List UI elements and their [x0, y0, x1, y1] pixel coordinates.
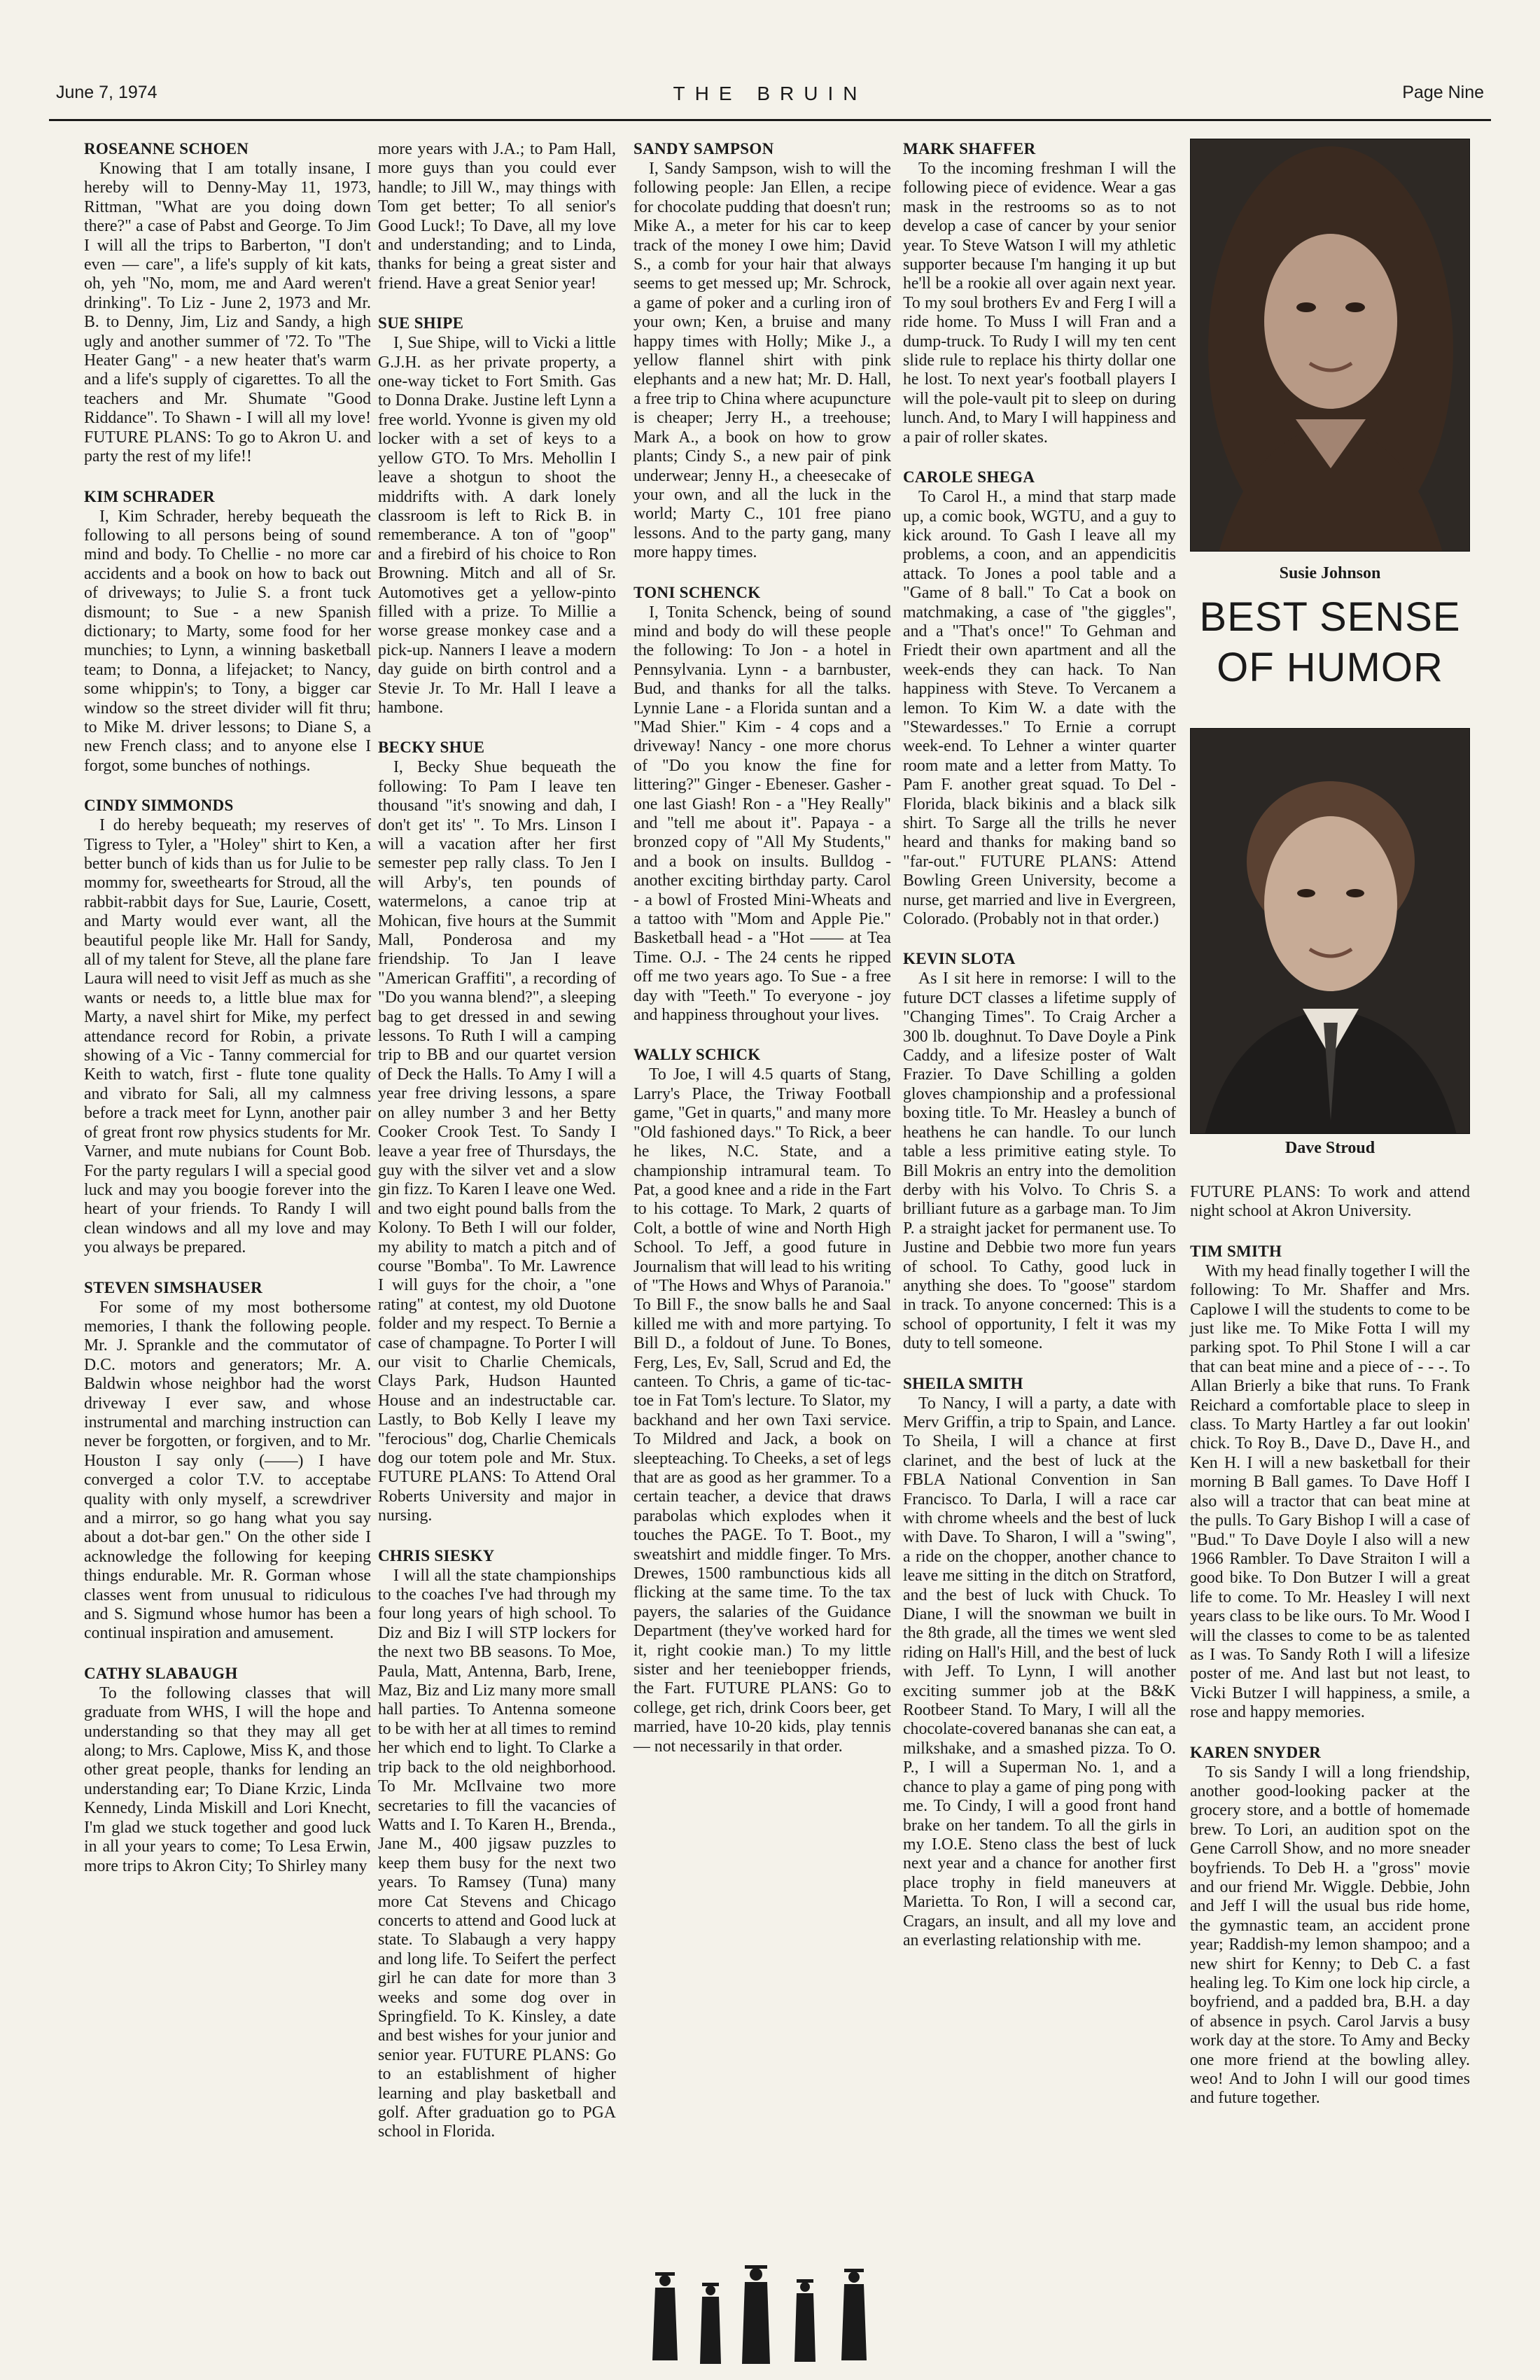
will-text: To Carol H., a mind that starp made up, a comic book, WGTU, and a guy to kick around. To Gash I leave all my problems, a coon, and an appendicitis attack. To Jones a pool table and a "Game of 8 ball." To Cat a book on matchmaking, a case of "the giggles", and a "That's once!" To Gehman and Friedt their own apartment and all the week-ends they can hack. To Nan happiness with Steve. To Vercanem a lemon. To Kim W. a date with the "Stewardesses." To Ernie a corrupt week-end. To Lehner a winter quarter room mate and a letter from Matty. To Pam F. another great squad. To Del - Florida, black bikinis and a black silk shirt. To Sarge all the trills he never heard and thanks for making band so "far-out." FUTURE PLANS: Attend Bowling Green University, become a nurse, get married and live in Evergreen, Colorado. (Probably not in that order.) [903, 488, 1176, 929]
graduates-illustration [644, 2262, 882, 2367]
will-text: Knowing that I am totally insane, I hereby will to Denny-May 11, 1973, Rittman, "What are you doing down there?" a case of Pabst and George. To Jim I will all the trips to Barberton, "I don't even — care", a life's supply of kit kats, oh, yeh "No, mom, me and Aard weren't drinking". To Liz - June 2, 1973 and Mr. B. to Denny, Jim, Liz and Sandy, a high ugly and another summer of '72. To "The Heater Gang" - a new heater that's warm and a life's supply of cigarettes. To all the teachers and Mr. Shumate "Good Riddance". To Shawn - I will all my love! FUTURE PLANS: To go to Akron U. and party the rest of my life!! [84, 160, 371, 466]
student-name: KEVIN SLOTA [903, 950, 1016, 968]
student-name: SANDY SAMPSON [634, 140, 774, 158]
will-text: To sis Sandy I will a long friendship, another good-looking packer at the grocery store, and a bottle of homemade brew. To Lori, an audition spot on the Gene Carroll Show, and no more sneader boyfriends. To Deb H. a "gross" movie and our friend Mr. Wiggle. Debbie, John and Jeff I will the usual bus ride home, the gymnastic team, an accident prone year; Raddish-my lemon shampoo; and a new shirt for Kenny; to Deb C. a fast healing leg. To Kim one lock hip circle, a boyfriend, and a padded bra, B.H. a day of absence in psych. Carol Jarvis a busy work day at the store. To Amy and Becky one more friend at the bowling alley. weo! And to John I will our good times and future together. [1190, 1763, 1470, 2108]
student-name: TONI SCHENCK [634, 583, 761, 601]
will-entry-tim-smith [1190, 1242, 1470, 1723]
student-name: TIM SMITH [1190, 1242, 1282, 1260]
will-entry-chris-siesky [378, 1547, 616, 2142]
will-entry-continued [1190, 1183, 1470, 1222]
page-number: Page Nine [1402, 83, 1484, 102]
will-entry-kim-schrader [84, 488, 371, 776]
will-text: To Joe, I will 4.5 quarts of Stang, Larry's Place, the Triway Football game, "Get in quarts," and many more "Old fashioned days." To Rick, a beer he likes, N.C. State, and a championship intramural team. To Pat, a good knee and a ride in the Fart to his cottage. To Mark, 2 quarts of Colt, a bottle of wine and North High School. To Jeff, a good future in Journalism that will lead to his writing of "The Hows and Whys of Paranoia." To Bill F., the snow balls he and Saal killed me with and more partying. To Bill D., a foldout of June. To Bones, Ferg, Les, Ev, Sall, Scrud and Ed, the canteen. To Chris, a game of tic-tac-toe in Fat Tom's lecture. To Slator, my backhand and her own Taxi service. To Mildred and Jack, a book on sleepteaching. To Cheeks, a set of legs that are as good as her grammer. To a certain teacher, a device that draws parabolas which explodes when it touches the PAGE. To T. Boot., my sweatshirt and middle finger. To Mrs. Drewes, 1500 rambunctious kids all flicking at the same time. To the tax payers, the salaries of the Guidance Department (they've worked hard for it, right cookie man.) To my little sister and her teeniebopper friends, the Fart. FUTURE PLANS: Go to college, get rich, drink Coors beer, get married, have 10-20 kids, play tennis — not necessarily in that order. [634, 1065, 891, 1756]
will-text: With my head finally together I will the following: To Mr. Shaffer and Mrs. Caplowe I will the students to come to be just like me. To Mike Fotta I will my parking spot. To Phil Stone I will a car that can beat mine and a piece of - - -. To Allan Brierly a bike that runs. To Frank Reichard a comfortable place to sleep in class. To Marty Hartley a far out lookin' chick. To Roy B., Dave D., Dave H., and Ken H. I will a new basketball for their morning B Ball games. To Dave Hoff I also will a tractor that can beat mine at the pulls. To Gary Bishop I will a case of "Bud." To Dave Doyle I also will a new 1966 Rambler. To Dave Straiton I will a good bike. To Don Butzer I will a great life to come. To Mr. Heasley I will next years class to be like ours. To Mr. Wood I will the classes to come to be as talented as I was. To Sandy Roth I will a lifesize poster of me. And last but not least, to Vicki Butzer I will happiness, a smile, a rose and happy memories. [1190, 1261, 1470, 1722]
will-entry-cindy-simmonds [84, 797, 371, 1257]
will-text: I do hereby bequeath; my reserves of Tigress to Tyler, a "Holey" shirt to Ken, a better bunch of kids than us for Julie to be mommy for, sweethearts for Stroud, all the rabbit-rabbit days for Sue, Laurie, Cosett, and Marty would ever want, all the beautiful people like Mr. Hall for Sandy, all of my talent for Steve, all the plane fare Laura will need to visit Jeff as much as she wants or needs to, a little blue max for Marty, a navel shirt for Mike, my perfect attendance record for Robin, a private showing of a Vic - Tanny commercial for Keith to watch, first - flute tone quality and vibrato for Sali, all my calmness before a track meet for Lynn, another pair of great front row physics students for Mr. Varner, and mute nubians for Count Bob. For the party regulars I will a special good luck and may you boogie forever into the heart of your friends. To Randy I will clean windows and all my love and may you always be prepared. [84, 816, 371, 1257]
column-3 [634, 140, 891, 1777]
student-name: SUE SHIPE [378, 314, 464, 332]
will-text: more years with J.A.; to Pam Hall, more guys than you could ever handle; to Jill W., may things with Tom get better; To all senior's Good Luck!; To Dave, all my love and understanding; and to Linda, thanks for being a great sister and friend. Have a great Senior year! [378, 140, 616, 293]
student-name: BECKY SHUE [378, 738, 485, 757]
will-text: To the following classes that will graduate from WHS, I will the hope and understanding so that they may all get along; to Mrs. Caplowe, Miss K, and those other great people, thanks for lending an understanding ear; To Diane Krzic, Linda Kennedy, Linda Miskill and Lori Knecht, I'm glad we stuck together and good luck in all your years to come; To Lesa Erwin, more trips to Akron City; To Shirley many [84, 1684, 371, 1875]
student-name: STEVEN SIMSHAUSER [84, 1278, 262, 1296]
award-title-line2: OF HUMOR [1217, 645, 1443, 690]
student-name: CAROLE SHEGA [903, 468, 1035, 486]
student-name: ROSEANNE SCHOEN [84, 140, 249, 158]
will-text: As I sit here in remorse: I will to the future DCT classes a lifetime supply of "Changing Times". To Craig Archer a 300 lb. doughnut. To Dave Doyle a Pink Caddy, and a lifesize poster of Walt Frazier. To Dave Schilling a golden gloves championship and a professional boxing title. To Mr. Heasley a bunch of heathens he can handle. To our lunch table a less primitive eating style. To Bill Mokris an entry into the demolition derby with his Volvo. To Chris S. a brilliant future as a garbage man. To Jim P. a straight jacket for permanent use. To Justine and Debbie two more fun years of school. To Cathy, good luck in anything she does. To "goose" stardom in track. To anyone concerned: This is a school of opportunity, I felt it was my duty to tell someone. [903, 969, 1176, 1353]
will-text: I, Sue Shipe, will to Vicki a little G.J.H. as her private property, a one-way ticket to Fort Smith. Gas to Donna Drake. Justine left Lynn a free world. Yvonne is given my old locker with a set of keys to a yellow GTO. To Mrs. Mehollin I leave a shotgun to shoot the middrifts with. A dark lonely classroom is left to Rick B. in rememberance. A ton of "goop" and a firebird of his choice to Ron Browning. Mitch and all of Sr. Automotives get a yellow-pinto filled with a prize. To Millie a worse grease monkey case and a pick-up. Nanners I leave a modern day guide on birth control and a Stevie Jr. To Mr. Hall I leave a hambone. [378, 334, 616, 717]
will-entry-kevin-slota [903, 950, 1176, 1353]
will-text: To Nancy, I will a party, a date with Merv Griffin, a trip to Spain, and Lance. To Sheila, I will a chance at first clarinet, and the best of luck at the FBLA National Convention in San Francisco. To Darla, I will a race car with chrome wheels and the best of luck with Dave. To Sharon, I will a "swing", a ride on the chopper, another chance to leave me sitting in the ditch on Stratford, and the best of luck with Chuck. To Diane, I will the snowman we built in the 8th grade, all the times we went sled riding on Hall's Hill, and the best of luck with Jeff. To Lynn, I will another exciting summer job at the B&K Rootbeer Stand. To Mary, I will all the chocolate-covered bananas she can eat, a milkshake, and a smashed pizza. To O. P., I will a Superman No. 1, and a chance to play a game of ping pong with me. To Cindy, I will a good front hand brake on her tandem. To all the girls in my I.O.E. Steno class the best of luck next year and a chance for another first place trophy in field maneuvers at Marietta. To Ron, I will a second car, Cragars, an insult, and all my love and an everlasting relationship with me. [903, 1394, 1176, 1949]
will-entry-continued [378, 140, 616, 293]
student-name: MARK SHAFFER [903, 140, 1036, 158]
will-entry-cathy-slabaugh [84, 1665, 371, 1876]
will-text: I, Kim Schrader, hereby bequeath the following to all persons being of sound mind and body. To Chellie - no more car accidents and a book on how to back out of driveways; to Julie S. a front tuck dismount; to Sue - a new Spanish dictionary; to Marty, some food for her munchies; to Lynn, a winning basketball team; to Donna, a lifejacket; to Nancy, some whippin's; to Tony, a bigger car window so the street divider will fit thru; to Mike M. driver lessons; to Diane S, a new French class; and to anyone else I forgot, some bunches of nothings. [84, 507, 371, 775]
senior-portrait-photo [1190, 139, 1470, 552]
student-name: CATHY SLABAUGH [84, 1664, 238, 1682]
will-text: To the incoming freshman I will the following piece of evidence. Wear a gas mask in the restrooms so as to not develop a case of cancer by your senior year. To Steve Watson I will my athletic supporter because I'm hanging it up but he'll be a rookie all over again next year. To my soul brothers Ev and Ferg I will a ride home. To Muss I will Fran and a dump-truck. To Rudy I will my ten cent slide rule to replace his thirty dollar one he lost. To next year's football players I will the pole-vault pit to sleep on during lunch. And, to Mary I will happiness and a pair of roller skates. [903, 160, 1176, 447]
page-header [56, 83, 1484, 118]
will-entry-wally-schick [634, 1046, 891, 1756]
column-1 [84, 140, 371, 1897]
student-name: SHEILA SMITH [903, 1374, 1023, 1392]
will-entry-sue-shipe [378, 314, 616, 718]
will-entry-toni-schenck [634, 584, 891, 1026]
column-2 [378, 140, 616, 2163]
will-text: I, Becky Shue bequeath the following: To Pam I leave ten thousand "it's snowing and dah, I don't get its' ". To Mrs. Linson I will a vacation after her first semester pep rally class. To Jen I will Arby's, ten pounds of watermelons, a canoe trip at Mohican, five hours at the Summit Mall, Ponderosa and my friendship. To Jan I leave "American Graffiti", a recording of "Do you wanna blend?", a sleeping bag to get dressed in and sewing lessons. To Ruth I will a camping trip to BB and our quartet version of Deck the Halls. To Amy I will a year free driving lessons, a spare on alley number 3 and her Betty Cooker Crook Test. To Sandy I leave a year free of Thursdays, the guy with the silver vet and a slow gin fizz. To Karen I leave one Wed. and two eight pound balls from the Kolony. To Beth I will our folder, my ability to match a pitch and of course "Bomba". To Mr. Lawrence I will guys for the choir, a "one rating" at contest, my old Duotone folder and my respect. To Bernie a case of champagne. To Porter I will our visit to Charlie Chemicals, Clays Park, Hudson Haunted House and an indestructable car. Lastly, to Bob Kelly I leave my "ferocious" dog, Charlie Chemicals dog our totem pole and Mr. Stux. FUTURE PLANS: To Attend Oral Roberts University and major in nursing. [378, 758, 616, 1525]
will-entry-sandy-sampson [634, 140, 891, 563]
portrait-caption-bottom: Dave Stroud [1284, 1139, 1376, 1157]
student-name: WALLY SCHICK [634, 1046, 761, 1064]
will-entry-becky-shue [378, 738, 616, 1525]
will-text: I will all the state championships to the coaches I've had through my four long years of high school. To Diz and Biz I will STP lockers for the next two BB seasons. To Moe, Paula, Matt, Antenna, Barb, Irene, Maz, Biz and Liz many more small hall parties. To Antenna someone to be with her at all times to remind her which end to light. To Clarke a trip back to the old neighborhood. To Mr. McIlvaine two more secretaries to fill the vacancies of Watts and I. To Karen H., Brenda., Jane M., 400 jigsaw puzzles to keep them busy for the next two years. To Ramsey (Tuna) many more Cat Stevens and Chicago concerts to attend and Good luck at state. To Slabaugh a very happy and long life. To Seifert the perfect girl he can date for more than 3 weeks and some dog over in Springfield. To K. Kinsley, a date and best wishes for your junior and senior year. FUTURE PLANS: Go to an establishment of higher learning and play basketball and golf. After graduation go to PGA school in Florida. [378, 1566, 616, 2141]
portrait-girl-image [1191, 139, 1470, 552]
senior-portrait-photo-2 [1190, 728, 1470, 1134]
will-entry-karen-snyder [1190, 1744, 1470, 2108]
will-entry-sheila-smith [903, 1375, 1176, 1951]
portrait-caption-top: Susie Johnson [1279, 564, 1381, 582]
will-text: FUTURE PLANS: To work and attend night school at Akron University. [1190, 1183, 1470, 1221]
award-title-line1: BEST SENSE [1199, 594, 1461, 640]
column-5 [1190, 1183, 1470, 2129]
portrait-boy-image [1191, 729, 1470, 1134]
student-name: CHRIS SIESKY [378, 1546, 495, 1564]
will-entry-steven-simshauser [84, 1279, 371, 1644]
will-entry-mark-shaffer [903, 140, 1176, 447]
issue-date: June 7, 1974 [56, 83, 158, 102]
student-name: KIM SCHRADER [84, 487, 215, 505]
student-name: KAREN SNYDER [1190, 1743, 1321, 1761]
header-rule [49, 119, 1491, 121]
student-name: CINDY SIMMONDS [84, 797, 234, 815]
newspaper-title: THE BRUIN [673, 83, 867, 104]
column-4 [903, 140, 1176, 1971]
will-text: For some of my most bothersome memories, I thank the following people. Mr. J. Sprankle and the commutator of D.C. motors and generators; Mr. A. Baldwin whose neighbor had the worst driveway I ever saw, and whose instrumental and marching instruction can never be forgotten, or forgiven, and to Mr. Houston I say only (——) I have converged a color T.V. to acceptabe quality with only myself, a screwdriver and a mirror, so go hang what you say about a dot-bar gen." On the other side I acknowledge the following for keeping things endurable. Mr. R. Gorman whose classes went from unusual to ridiculous and S. Sigmund whose humor has been a continual inspiration and amusement. [84, 1298, 371, 1643]
will-text: I, Tonita Schenck, being of sound mind and body do will these people the following: To Jon - a hotel in Pennsylvania. Lynn - a barnbuster, Bud, and thanks for all the talks. Lynnie Lane - a Florida suntan and a "Mad Shier." Kim - 4 cops and a driveway! Nancy - one more chorus of "Do you know the fine for littering?" Ginger - Ebeneser. Gasher - one last Giash! Ron - a "Hey Really" and "tell me about it". Papaya - a bronzed copy of "All My Students," and a book on insults. Bulldog - another exciting birthday party. Carol - a bowl of Frosted Mini-Wheats and a tattoo with "Mom and Apple Pie." Basketball head - a "Hot —— at Tea Time. O.J. - The 24 cents he ripped off me two years ago. To Sue - a free day with "Teeth." To everyone - joy and happiness throughout your lives. [634, 603, 891, 1025]
will-text: I, Sandy Sampson, wish to will the following people: Jan Ellen, a recipe for chocolate pudding that doesn't run; Mike A., a meter for his car to keep track of the money I owe him; David S., a comb for your hair that always seems to get messed up; Mr. Schrock, a game of poker and a curling iron of your own; Ken, a bruise and many happy times with Holly; Mike J., a yellow flannel shirt with pink elephants and a new hat; Mr. D. Hall, a free trip to China where acupuncture is cheaper; Jerry H., a treehouse; Mark A., a book on how to grow plants; Cindy S., a new pair of pink underwear; Jenny H., a cheesecake of your own, and all the luck in the world; Marty C., 101 free piano lessons. And to the party gang, many more happy times. [634, 160, 891, 562]
will-entry-carole-shega [903, 468, 1176, 929]
will-entry-roseanne-schoen [84, 140, 371, 467]
